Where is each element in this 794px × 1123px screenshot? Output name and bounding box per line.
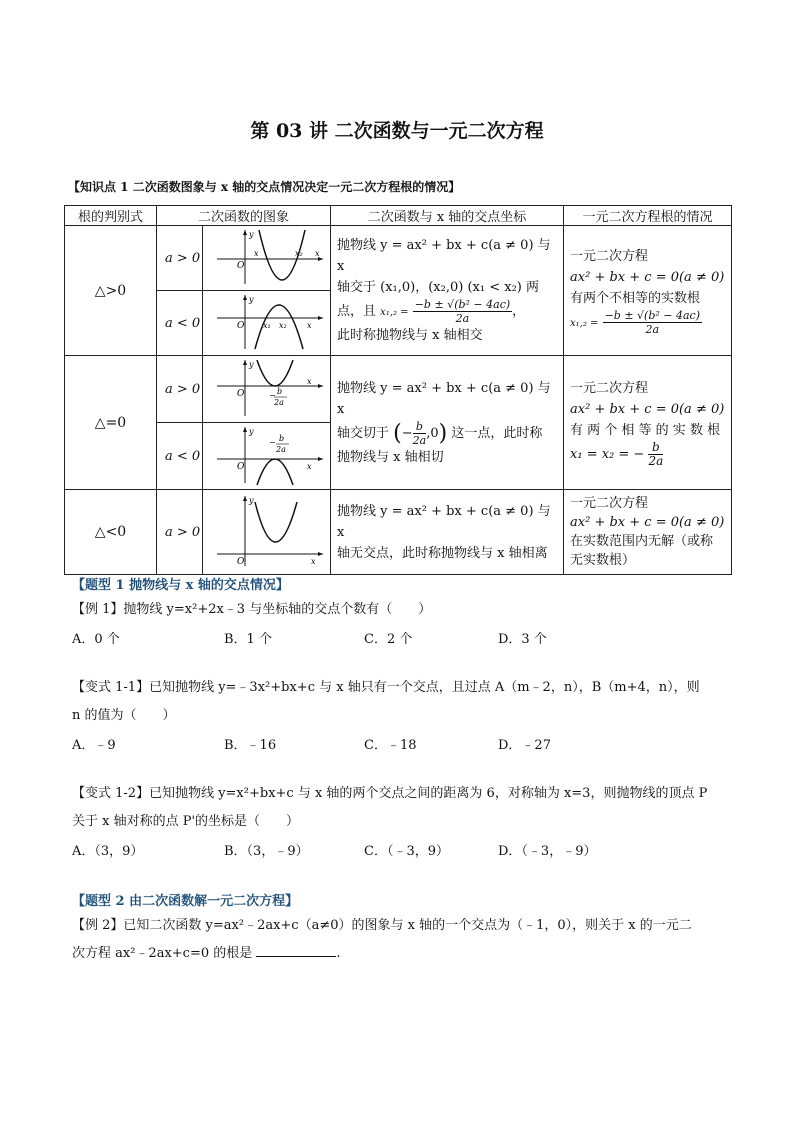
a-condition: a > 0 <box>157 356 203 423</box>
option-b: B．1 个 <box>224 632 272 647</box>
table-header-row <box>65 206 732 226</box>
section-heading-1: 【题型 1 抛物线与 x 轴的交点情况】 <box>72 578 289 593</box>
discriminant-cell: △=0 <box>65 356 157 490</box>
a-condition: a < 0 <box>157 423 203 490</box>
svg-text:y: y <box>248 360 254 369</box>
option-c: C．（﹣3，9） <box>364 844 449 859</box>
table-row <box>65 226 732 291</box>
svg-text:b: b <box>276 387 282 396</box>
intersection-cell: 抛物线 y = ax² + bx + c(a ≠ 0) 与 x 轴无交点，此时称抛物线与 x 轴相离 <box>331 490 564 575</box>
parabola-graph <box>203 291 331 356</box>
header-graph: 二次函数的图象 <box>157 206 331 226</box>
svg-text:y: y <box>248 230 254 239</box>
svg-text:y: y <box>248 295 254 304</box>
svg-text:−: − <box>268 438 276 447</box>
discriminant-cell: △<0 <box>65 490 157 575</box>
intersection-cell: 抛物线 y = ax² + bx + c(a ≠ 0) 与 x 轴交于 (x₁,0)，(x₂,0) (x₁ < x₂) 两 点，且 x₁,₂ = $\frac{\text{−b ± √(b² − 4ac)}}{2a}$ ， 此时称抛物线与 x 轴相交 <box>331 226 564 356</box>
a-condition: a > 0 <box>157 226 203 291</box>
header-discriminant: 根的判别式 <box>65 206 157 226</box>
svg-text:O: O <box>236 462 244 472</box>
option-b: B．﹣16 <box>224 738 277 753</box>
svg-text:x₂: x₂ <box>278 321 287 330</box>
discriminant-cell: △>0 <box>65 226 157 356</box>
answer-blank[interactable] <box>256 944 336 957</box>
header-roots: 一元二次方程根的情况 <box>564 206 732 226</box>
option-c: C．2 个 <box>364 632 413 647</box>
header-intersection: 二次函数与 x 轴的交点坐标 <box>331 206 564 226</box>
svg-text:−: − <box>268 391 276 400</box>
roots-cell: 一元二次方程 ax² + bx + c = 0(a ≠ 0) 有两个不相等的实数根 x₁,₂ = $\frac{\text{−b ± √(b² − 4ac)}}{2a}$ <box>564 226 732 356</box>
parabola-graph <box>203 490 331 575</box>
svg-text:x: x <box>306 462 312 471</box>
knowledge-table <box>64 205 732 575</box>
variant-1-1-options <box>72 734 732 754</box>
svg-text:2a: 2a <box>275 445 286 454</box>
page-title: 第 03 讲 二次函数与一元二次方程 <box>250 120 544 142</box>
a-condition: a > 0 <box>157 490 203 575</box>
parabola-graph <box>203 423 331 490</box>
section-heading-2: 【题型 2 由二次函数解一元二次方程】 <box>72 894 299 909</box>
table-row <box>65 356 732 423</box>
parabola-graph <box>203 226 331 291</box>
a-condition: a < 0 <box>157 291 203 356</box>
example-1-stem: 【例 1】抛物线 y=x²+2x﹣3 与坐标轴的交点个数有（ ） <box>72 602 432 617</box>
svg-text:x₁: x₁ <box>262 321 271 330</box>
svg-text:O: O <box>236 557 244 567</box>
svg-text:x: x <box>306 321 312 330</box>
svg-text:x: x <box>306 377 312 386</box>
option-a: A．﹣9 <box>72 738 116 753</box>
svg-text:x: x <box>253 249 259 258</box>
svg-text:y: y <box>248 427 254 436</box>
svg-text:O: O <box>236 389 244 399</box>
variant-1-2-options <box>72 840 732 860</box>
svg-text:O: O <box>236 261 244 271</box>
table-row <box>65 490 732 575</box>
knowledge-point-heading: 【知识点 1 二次函数图象与 x 轴的交点情况决定一元二次方程根的情况】 <box>68 180 461 194</box>
variant-1-2-stem: 【变式 1-2】已知抛物线 y=x²+bx+c 与 x 轴的两个交点之间的距离为 6，对称轴为 x=3，则抛物线的顶点 P 关于 x 轴对称的点 P'的坐标是（ ） <box>72 786 708 829</box>
intersection-cell: 抛物线 y = ax² + bx + c(a ≠ 0) 与 x 轴交切于 (− $\frac{b}{2a}$ ,0) 这一点，此时称 抛物线与 x 轴相切 <box>331 356 564 490</box>
example-1-options <box>72 628 732 648</box>
roots-cell: 一元二次方程 ax² + bx + c = 0(a ≠ 0) 有 两 个 相 等 的 实 数 根 x₁ = x₂ = − $\frac{b}{2a}$ <box>564 356 732 490</box>
option-d: D．3 个 <box>498 632 547 647</box>
option-d: D．﹣27 <box>498 738 551 753</box>
svg-text:b: b <box>278 434 284 443</box>
option-a: A．0 个 <box>72 632 120 647</box>
option-a: A．（3，9） <box>72 844 144 859</box>
svg-text:x: x <box>310 557 316 566</box>
svg-text:y: y <box>248 496 254 505</box>
option-d: D．（﹣3，﹣9） <box>498 844 597 859</box>
svg-text:2a: 2a <box>273 398 284 407</box>
variant-1-1-stem: 【变式 1-1】已知抛物线 y=﹣3x²+bx+c 与 x 轴只有一个交点，且过点 A（m﹣2，n），B（m+4，n），则 n 的值为（ ） <box>72 680 700 723</box>
parabola-graph <box>203 356 331 423</box>
svg-text:O: O <box>236 321 244 331</box>
roots-cell: 一元二次方程 ax² + bx + c = 0(a ≠ 0) 在实数范围内无解（或称 无实数根） <box>564 490 732 575</box>
svg-text:x₂: x₂ <box>294 249 303 258</box>
example-2-stem: 【例 2】已知二次函数 y=ax²﹣2ax+c（a≠0）的图象与 x 轴的一个交点为（﹣1，0），则关于 x 的一元二 次方程 ax²﹣2ax+c=0 的根是 . <box>72 918 692 961</box>
option-b: B．（3，﹣9） <box>224 844 309 859</box>
option-c: C．﹣18 <box>364 738 417 753</box>
svg-text:x: x <box>314 249 320 258</box>
